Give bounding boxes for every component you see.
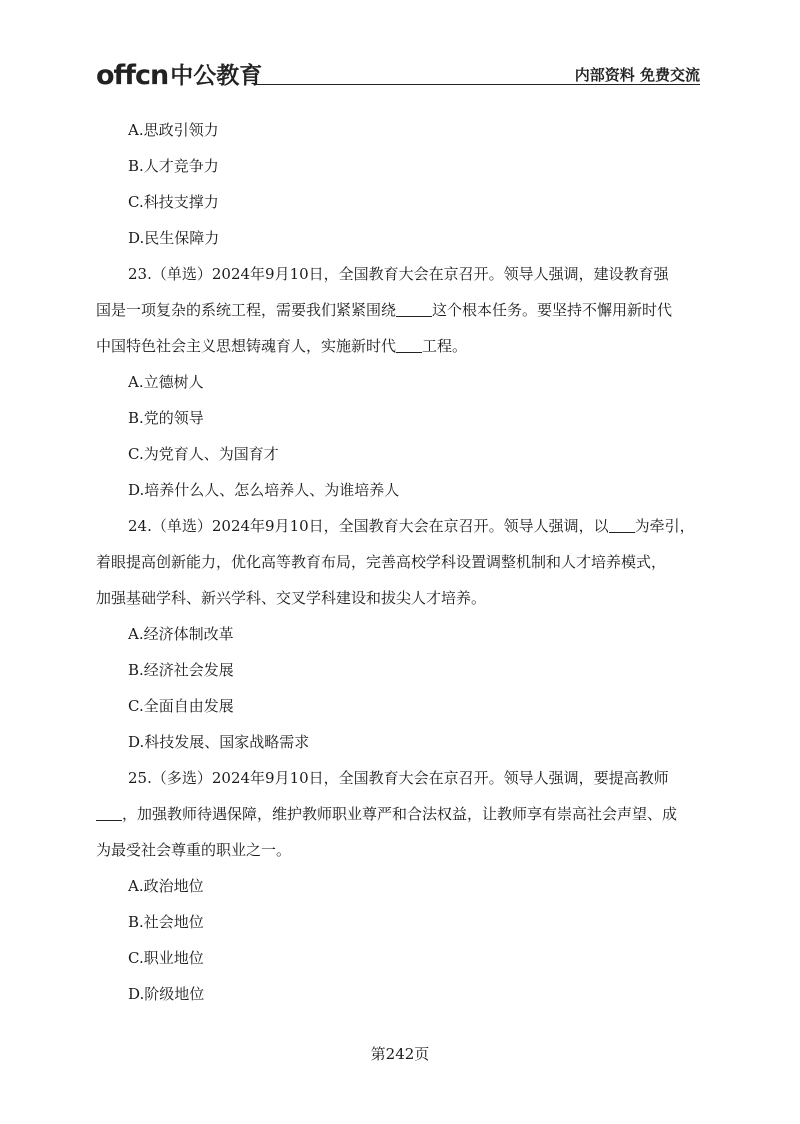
q25-option-d: D.阶级地位 xyxy=(128,985,205,1003)
q24-text: 为牵引， xyxy=(634,517,695,535)
q25-stem-line3: 为最受社会尊重的职业之一。 xyxy=(96,841,292,859)
q24-stem-line1 xyxy=(96,508,706,544)
q23-text: 工程。 xyxy=(422,337,468,355)
q24-text: 24.（单选）2024年9月10日，全国教育大会在京召开。领导人强调，以 xyxy=(128,517,609,535)
q23-stem-line3 xyxy=(96,328,706,364)
q25-stem-line2 xyxy=(96,796,706,832)
q23-stem-line2 xyxy=(96,292,706,328)
q23-option-c: C.为党育人、为国育才 xyxy=(128,445,279,463)
answer-blank xyxy=(396,338,422,353)
page-header xyxy=(96,60,700,90)
q25-option-b: B.社会地位 xyxy=(128,913,204,931)
q22-option-b: B.人才竞争力 xyxy=(128,157,219,175)
header-note: 内部资料 免费交流 xyxy=(574,66,700,84)
q23-option-b: B.党的领导 xyxy=(128,409,204,427)
answer-blank xyxy=(96,806,122,821)
offcn-logo xyxy=(96,60,262,90)
logo-text-en: offcn xyxy=(96,60,169,91)
page-number: 第242页 xyxy=(370,1045,430,1063)
q23-text: 中国特色社会主义思想铸魂育人，实施新时代 xyxy=(96,337,397,355)
q22-option-d: D.民生保障力 xyxy=(128,229,220,247)
q24-option-d: D.科技发展、国家战略需求 xyxy=(128,733,310,751)
q25-option-a: A.政治地位 xyxy=(128,877,204,895)
q23-stem-line1: 23.（单选）2024年9月10日，全国教育大会在京召开。领导人强调，建设教育强 xyxy=(128,265,669,283)
q24-option-c: C.全面自由发展 xyxy=(128,697,234,715)
header-divider xyxy=(256,84,700,85)
q23-text: 这个根本任务。要坚持不懈用新时代 xyxy=(432,301,673,319)
q23-option-a: A.立德树人 xyxy=(128,373,204,391)
q22-option-a: A.思政引领力 xyxy=(128,121,219,139)
answer-blank xyxy=(609,518,635,533)
logo-text-cn: 中公教育 xyxy=(170,63,263,89)
q25-option-c: C.职业地位 xyxy=(128,949,204,967)
q24-stem-line2: 着眼提高创新能力，优化高等教育布局，完善高校学科设置调整机制和人才培养模式， xyxy=(96,553,667,571)
q22-option-c: C.科技支撑力 xyxy=(128,193,219,211)
q25-text: ，加强教师待遇保障，维护教师职业尊严和合法权益，让教师享有崇高社会声望、成 xyxy=(122,805,678,823)
q25-stem-line1: 25.（多选）2024年9月10日，全国教育大会在京召开。领导人强调，要提高教师 xyxy=(128,769,669,787)
q23-option-d: D.培养什么人、怎么培养人、为谁培养人 xyxy=(128,481,400,499)
question-content xyxy=(96,112,706,1012)
q24-option-a: A.经济体制改革 xyxy=(128,625,234,643)
q23-text: 国是一项复杂的系统工程，需要我们紧紧围绕 xyxy=(96,301,397,319)
answer-blank xyxy=(396,302,432,317)
q24-stem-line3: 加强基础学科、新兴学科、交叉学科建设和拔尖人才培养。 xyxy=(96,589,487,607)
q24-option-b: B.经济社会发展 xyxy=(128,661,234,679)
